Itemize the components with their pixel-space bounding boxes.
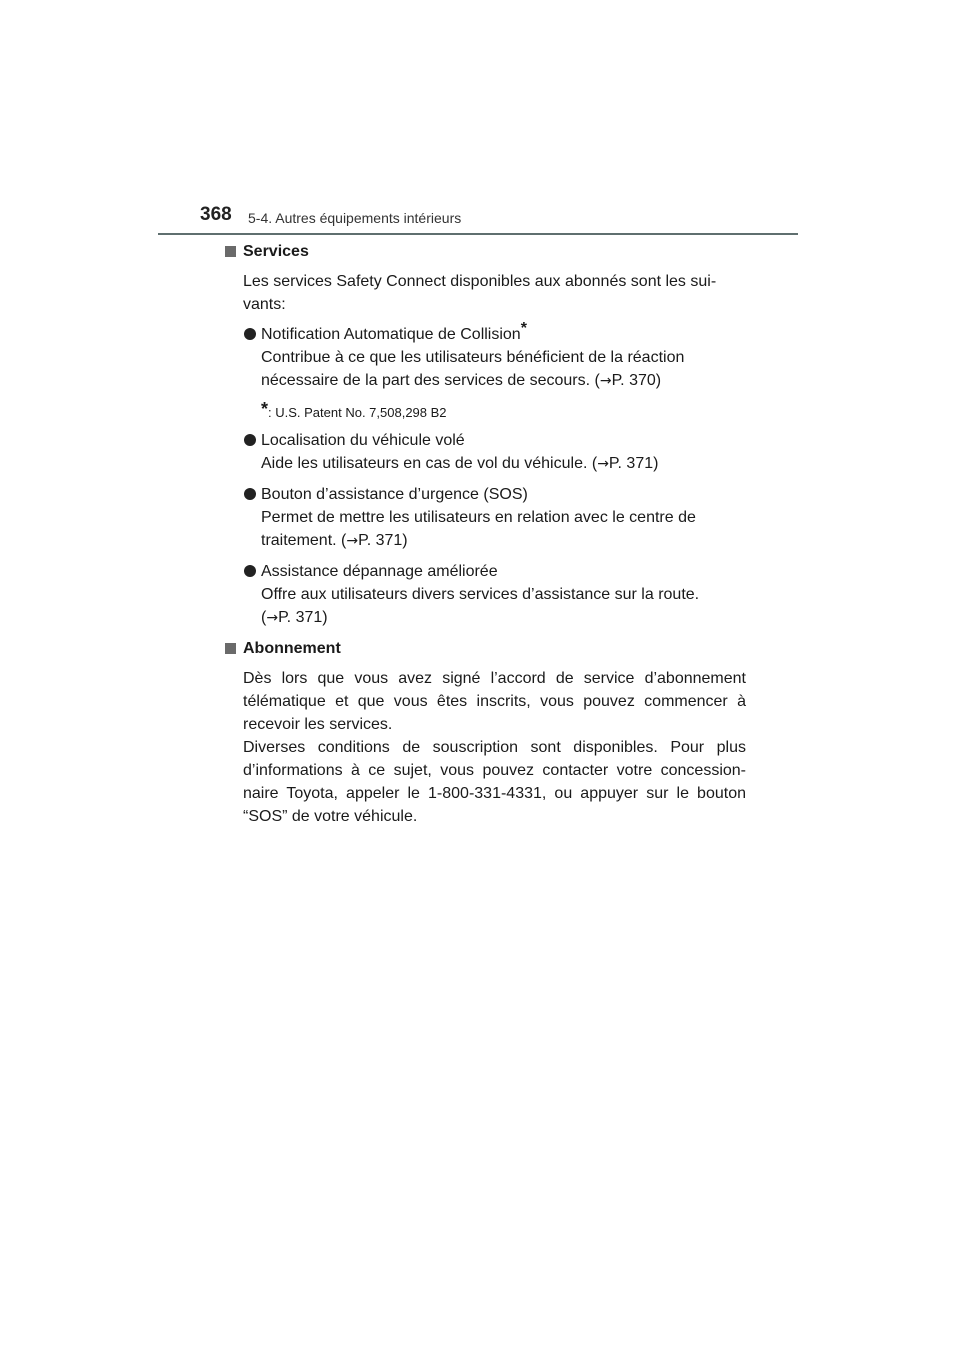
page-reference-link[interactable]: P. 371) [608, 455, 659, 472]
service-item-desc [261, 452, 746, 476]
section-title: 5-4. Autres équipements intérieurs [248, 210, 462, 226]
patent-footnote [261, 400, 746, 422]
service-item-title: Bouton d’assistance d’urgence (SOS) [261, 486, 528, 503]
page-number: 368 [200, 204, 232, 225]
service-item-title: Localisation du véhicule volé [261, 432, 465, 449]
reference-arrow-icon: → [597, 456, 609, 472]
page-reference-link[interactable]: P. 371) [358, 532, 408, 549]
service-item-desc-line-2: ( [261, 609, 267, 626]
square-bullet-icon [225, 643, 236, 654]
reference-arrow-icon: → [266, 610, 279, 626]
service-item-desc [261, 583, 746, 630]
abonnement-paragraph-1: Dès lors que vous avez signé l’accord de service d’abonnement télématique et que vous êtes inscrits, vous pouvez commencer à recevoir les services. [243, 670, 746, 733]
service-item-desc [261, 346, 746, 393]
service-item-desc [261, 506, 746, 553]
services-intro [243, 270, 746, 316]
service-item-desc-line-2: traitement. ( [261, 532, 347, 549]
round-bullet-icon [244, 488, 256, 500]
service-item-desc-line-2: nécessaire de la part des services de secours. ( [261, 372, 600, 389]
abonnement-paragraph-2: Diverses conditions de souscription sont disponibles. Pour plus d’informations à ce sujet, vous pouvez contacter votre concession-naire Toyota, appeler le 1-800-331-4331, ou appuyer sur le bouton “SOS” de votre véhicule. [243, 739, 746, 825]
service-item-desc-line-1: Permet de mettre les utilisateurs en relation avec le centre de [261, 509, 696, 526]
service-item-roadside [243, 560, 746, 630]
service-item-desc-line-1: Offre aux utilisateurs divers services d’assistance sur la route. [261, 586, 700, 603]
page-reference-link[interactable]: P. 371) [278, 609, 328, 626]
page-header [200, 204, 800, 236]
round-bullet-icon [244, 328, 256, 340]
reference-arrow-icon: → [346, 533, 359, 549]
abonnement-title: Abonnement [243, 640, 341, 657]
header-divider [158, 233, 798, 235]
service-item-sos [243, 483, 746, 553]
service-item-theft [243, 429, 746, 476]
footnote-text: : U.S. Patent No. 7,508,298 B2 [268, 405, 447, 420]
round-bullet-icon [244, 434, 256, 446]
abonnement-heading [222, 637, 746, 660]
service-item-collision [243, 320, 746, 393]
service-item-desc-line-1: Aide les utilisateurs en cas de vol du véhicule. ( [261, 455, 598, 472]
footnote-star: * [261, 399, 269, 419]
page-reference-link[interactable]: P. 370) [611, 372, 662, 389]
service-item-title: Assistance dépannage améliorée [261, 563, 498, 580]
reference-arrow-icon: → [599, 373, 612, 389]
page-content [222, 240, 746, 835]
services-title: Services [243, 243, 309, 260]
square-bullet-icon [225, 246, 236, 257]
service-item-title: Notification Automatique de Collision [261, 326, 521, 343]
services-heading [222, 240, 746, 263]
footnote-star: * [520, 320, 527, 337]
service-item-desc-line-1: Contribue à ce que les utilisateurs bénéficient de la réaction [261, 349, 685, 366]
services-intro-line-1: Les services Safety Connect disponibles aux abonnés sont les sui- [243, 273, 717, 290]
services-intro-line-2: vants: [243, 296, 286, 313]
round-bullet-icon [244, 565, 256, 577]
